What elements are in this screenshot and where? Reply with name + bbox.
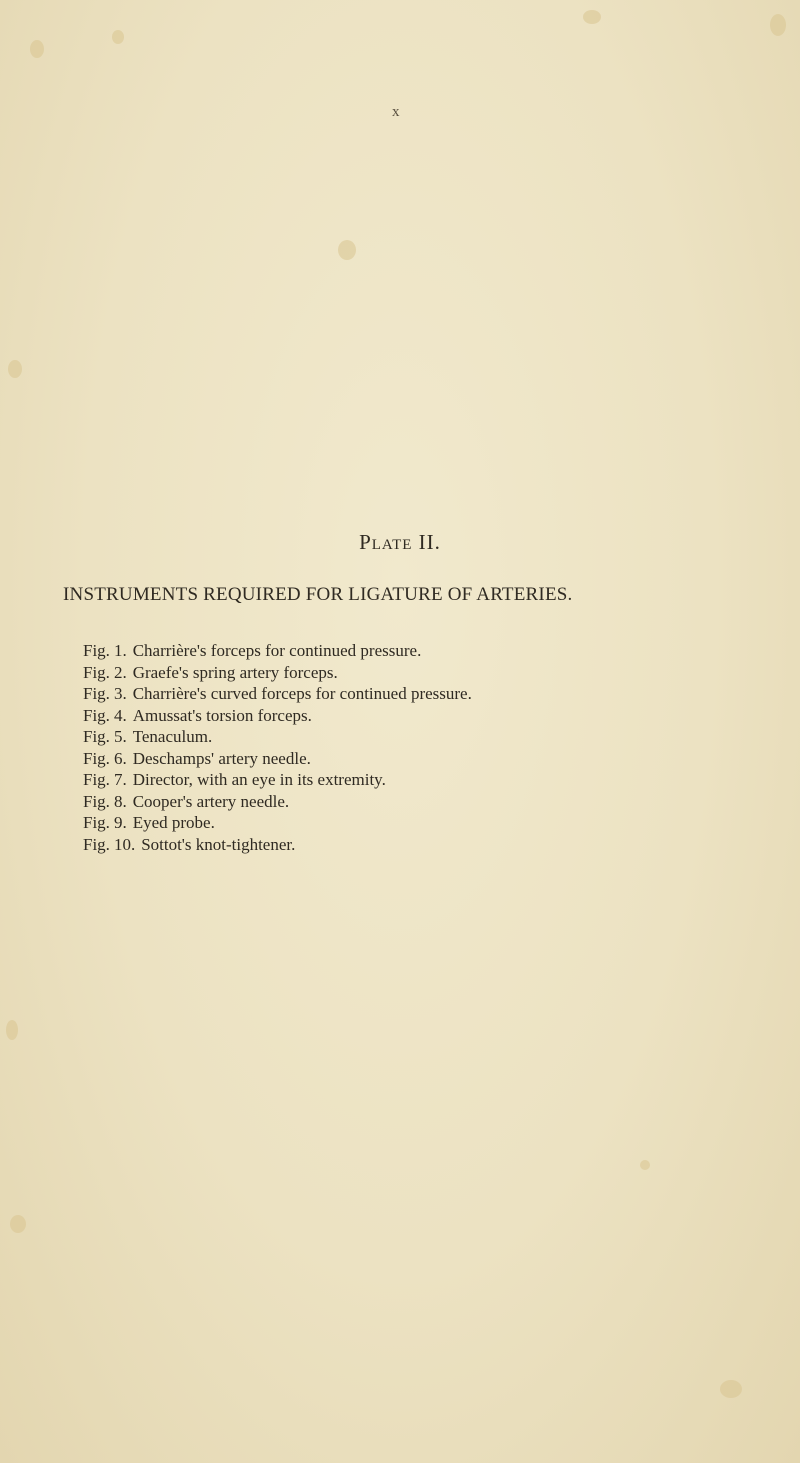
fig-description: Sottot's knot-tightener. (141, 834, 296, 854)
page-number: x (392, 104, 401, 120)
fig-label: Fig. (83, 834, 110, 854)
fig-description: Charrière's curved forceps for continued pressure. (132, 684, 472, 703)
fig-number: 2. (113, 662, 127, 682)
list-item (83, 748, 472, 770)
foxing-speck (30, 40, 44, 58)
foxing-speck (112, 30, 124, 44)
fig-label: Fig. (83, 684, 110, 703)
list-item (83, 791, 472, 813)
fig-description: Amussat's torsion forceps. (132, 705, 312, 725)
fig-description: Deschamps' artery needle. (132, 748, 311, 768)
foxing-speck (640, 1160, 650, 1170)
fig-label: Fig. (83, 813, 110, 832)
fig-number: 8. (113, 791, 127, 811)
fig-description: Tenaculum. (132, 727, 213, 746)
fig-label: Fig. (83, 791, 110, 811)
fig-description: Charrière's forceps for continued pressure. (132, 641, 422, 660)
figure-list (83, 640, 472, 855)
list-item (83, 769, 472, 791)
foxing-speck (338, 240, 356, 260)
list-item (83, 834, 472, 856)
plate-title: Plate II. (359, 530, 441, 554)
foxing-speck (770, 14, 786, 36)
fig-label: Fig. (83, 748, 110, 768)
fig-label: Fig. (83, 727, 110, 746)
list-item (83, 812, 472, 834)
fig-label: Fig. (83, 705, 110, 725)
list-item (83, 662, 472, 684)
fig-description: Graefe's spring artery forceps. (132, 662, 338, 682)
fig-description: Cooper's artery needle. (132, 791, 290, 811)
fig-number: 7. (113, 770, 127, 789)
fig-label: Fig. (83, 641, 110, 660)
fig-number: 4. (113, 705, 127, 725)
fig-label: Fig. (83, 770, 110, 789)
fig-number: 5. (113, 727, 127, 746)
fig-number: 1. (113, 641, 127, 660)
fig-number: 9. (113, 813, 127, 832)
foxing-speck (720, 1380, 742, 1398)
foxing-speck (583, 10, 601, 24)
list-item (83, 705, 472, 727)
foxing-speck (8, 360, 22, 378)
list-item (83, 640, 472, 662)
fig-number: 3. (113, 684, 127, 703)
list-item (83, 726, 472, 748)
foxing-speck (10, 1215, 26, 1233)
fig-number: 6. (113, 748, 127, 768)
list-item (83, 683, 472, 705)
fig-number: 10. (113, 834, 136, 854)
fig-description: Director, with an eye in its extremity. (132, 770, 386, 789)
fig-label: Fig. (83, 662, 110, 682)
fig-description: Eyed probe. (132, 813, 215, 832)
section-heading: INSTRUMENTS REQUIRED FOR LIGATURE OF ARTERIES. (63, 584, 573, 605)
foxing-speck (6, 1020, 18, 1040)
